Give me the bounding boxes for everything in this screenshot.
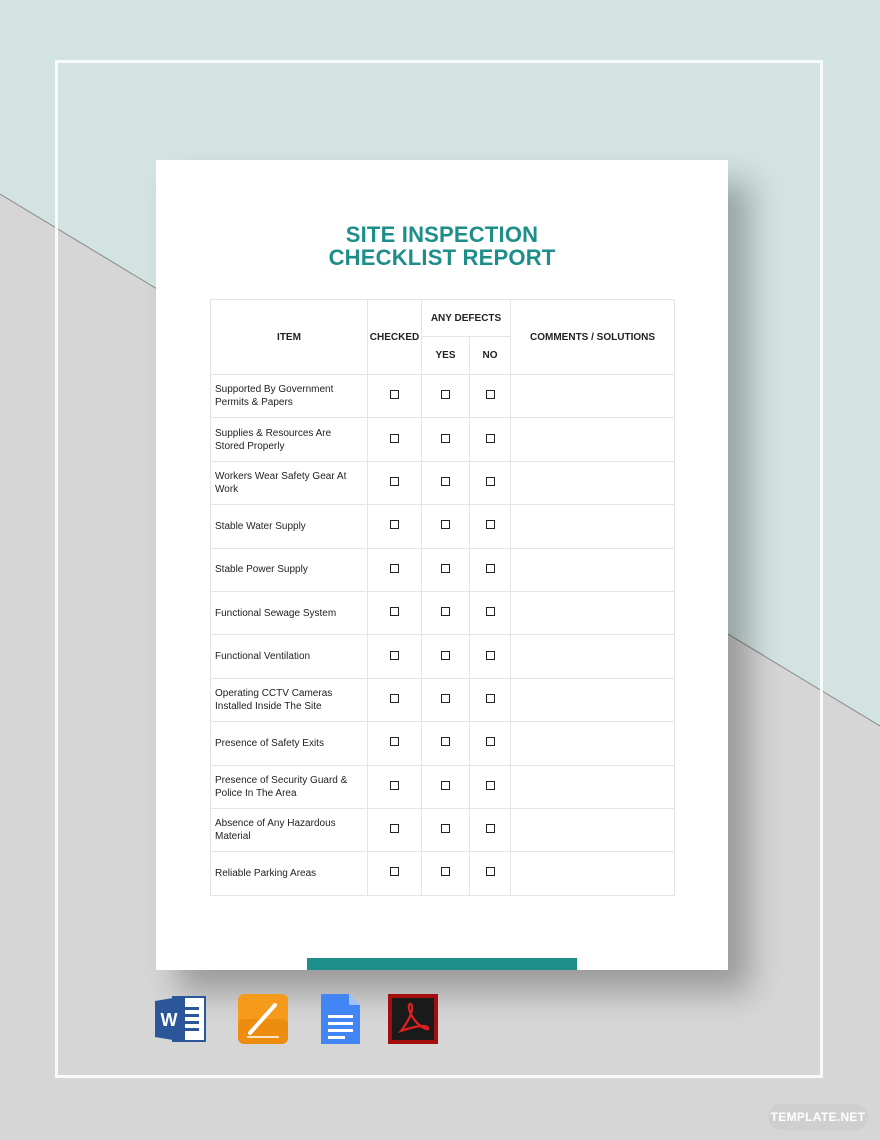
cell-yes [422,418,470,461]
row-item-label: Supported By Government Permits & Papers [211,375,368,418]
cell-no [470,375,511,418]
document-title-line2: CHECKLIST REPORT [328,245,556,270]
table-row [211,548,675,591]
no-checkbox[interactable] [486,564,495,573]
cell-yes [422,375,470,418]
table-row [211,765,675,808]
no-checkbox[interactable] [486,651,495,660]
comments-cell[interactable] [511,678,675,721]
row-item-label: Functional Ventilation [211,635,368,678]
table-row [211,591,675,634]
cell-checked [368,548,422,591]
no-checkbox[interactable] [486,737,495,746]
google-docs-icon[interactable] [315,993,367,1045]
yes-checkbox[interactable] [441,651,450,660]
row-item-label: Stable Power Supply [211,548,368,591]
table-row [211,635,675,678]
cell-yes [422,461,470,504]
yes-checkbox[interactable] [441,564,450,573]
cell-yes [422,765,470,808]
table-row [211,505,675,548]
column-header-any-defects: ANY DEFECTS [422,300,511,337]
yes-checkbox[interactable] [441,520,450,529]
document-title-line1: SITE INSPECTION [345,222,539,247]
checked-checkbox[interactable] [390,520,399,529]
cell-checked [368,765,422,808]
comments-cell[interactable] [511,722,675,765]
checked-checkbox[interactable] [390,390,399,399]
yes-checkbox[interactable] [441,867,450,876]
table-row [211,852,675,895]
checklist-table [210,299,675,896]
cell-no [470,765,511,808]
cell-checked [368,418,422,461]
cell-checked [368,852,422,895]
comments-cell[interactable] [511,505,675,548]
no-checkbox[interactable] [486,477,495,486]
yes-checkbox[interactable] [441,737,450,746]
checked-checkbox[interactable] [390,781,399,790]
cell-no [470,461,511,504]
word-icon[interactable] [155,993,207,1045]
cell-yes [422,505,470,548]
yes-checkbox[interactable] [441,607,450,616]
row-item-label: Absence of Any Hazardous Material [211,808,368,851]
yes-checkbox[interactable] [441,824,450,833]
column-header-comments: COMMENTS / SOLUTIONS [511,300,675,375]
row-item-label: Presence of Safety Exits [211,722,368,765]
column-header-no: NO [470,337,511,375]
cell-checked [368,375,422,418]
checked-checkbox[interactable] [390,564,399,573]
cell-yes [422,591,470,634]
cell-no [470,635,511,678]
table-row [211,678,675,721]
pages-icon[interactable] [237,993,289,1045]
checked-checkbox[interactable] [390,434,399,443]
cell-no [470,678,511,721]
comments-cell[interactable] [511,635,675,678]
checked-checkbox[interactable] [390,477,399,486]
cell-yes [422,722,470,765]
footer-accent-bar [307,958,577,970]
checked-checkbox[interactable] [390,867,399,876]
row-item-label: Operating CCTV Cameras Installed Inside The Site [211,678,368,721]
cell-no [470,722,511,765]
comments-cell[interactable] [511,548,675,591]
svg-text:W: W [160,1010,178,1030]
checked-checkbox[interactable] [390,694,399,703]
comments-cell[interactable] [511,418,675,461]
row-item-label: Functional Sewage System [211,591,368,634]
cell-yes [422,548,470,591]
comments-cell[interactable] [511,808,675,851]
checked-checkbox[interactable] [390,824,399,833]
table-row [211,418,675,461]
no-checkbox[interactable] [486,867,495,876]
cell-checked [368,461,422,504]
cell-checked [368,635,422,678]
cell-yes [422,852,470,895]
cell-checked [368,505,422,548]
row-item-label: Reliable Parking Areas [211,852,368,895]
column-header-checked: CHECKED [368,300,422,375]
comments-cell[interactable] [511,765,675,808]
comments-cell[interactable] [511,591,675,634]
comments-cell[interactable] [511,461,675,504]
yes-checkbox[interactable] [441,434,450,443]
no-checkbox[interactable] [486,390,495,399]
comments-cell[interactable] [511,852,675,895]
pdf-icon[interactable] [387,993,439,1045]
cell-no [470,591,511,634]
cell-no [470,505,511,548]
cell-checked [368,808,422,851]
column-header-item: ITEM [211,300,368,375]
table-row [211,722,675,765]
cell-checked [368,722,422,765]
comments-cell[interactable] [511,375,675,418]
no-checkbox[interactable] [486,824,495,833]
cell-yes [422,678,470,721]
no-checkbox[interactable] [486,607,495,616]
cell-no [470,418,511,461]
row-item-label: Workers Wear Safety Gear At Work [211,461,368,504]
checked-checkbox[interactable] [390,607,399,616]
table-row [211,808,675,851]
row-item-label: Presence of Security Guard & Police In The Area [211,765,368,808]
document-page [156,160,728,970]
yes-checkbox[interactable] [441,694,450,703]
cell-checked [368,678,422,721]
cell-yes [422,808,470,851]
checked-checkbox[interactable] [390,651,399,660]
yes-checkbox[interactable] [441,390,450,399]
no-checkbox[interactable] [486,694,495,703]
cell-no [470,852,511,895]
no-checkbox[interactable] [486,520,495,529]
column-header-yes: YES [422,337,470,375]
brand-badge[interactable]: TEMPLATE.NET [768,1104,868,1130]
row-item-label: Supplies & Resources Are Stored Properly [211,418,368,461]
yes-checkbox[interactable] [441,781,450,790]
row-item-label: Stable Water Supply [211,505,368,548]
yes-checkbox[interactable] [441,477,450,486]
table-row [211,461,675,504]
cell-checked [368,591,422,634]
no-checkbox[interactable] [486,434,495,443]
no-checkbox[interactable] [486,781,495,790]
checked-checkbox[interactable] [390,737,399,746]
cell-no [470,548,511,591]
cell-yes [422,635,470,678]
cell-no [470,808,511,851]
table-row [211,375,675,418]
